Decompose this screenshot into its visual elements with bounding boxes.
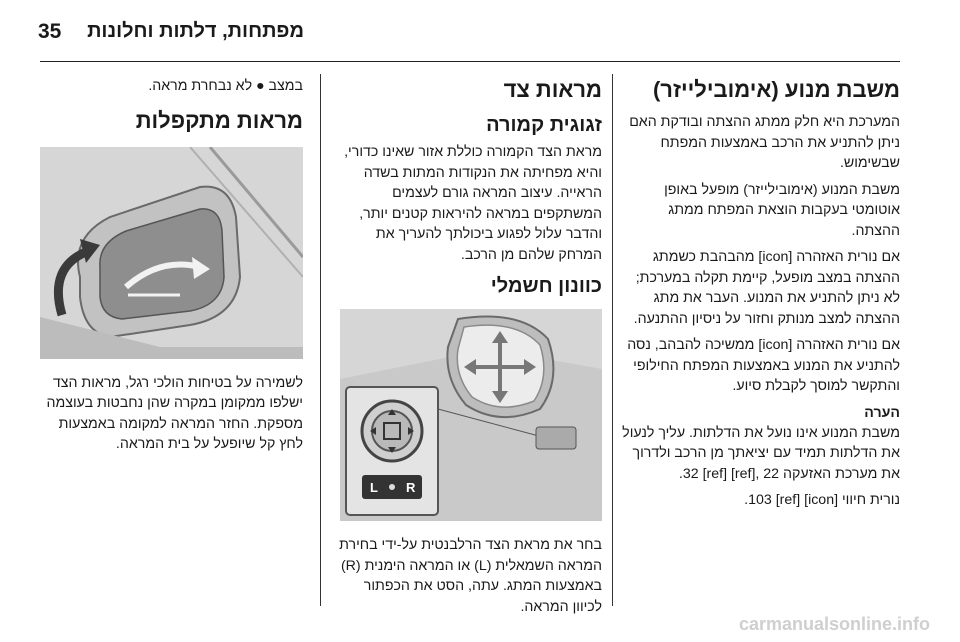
chapter-title: מפתחות, דלתות וחלונות (87, 20, 304, 42)
paragraph: אם נורית האזהרה [icon] ממשיכה להבהב, נסה להתניע את המנוע באמצעות המפתח החילופי והתקשר למוסך לקבלת סיוע. (627, 337, 900, 394)
paragraph: אם נורית האזהרה [icon] מהבהבת כשמתג ההצתה במצב מופעל, קיימת תקלה במערכת; לא ניתן להתניע את המנוע. העבר את מתג ההצתה למצב מנותק וחזור על ניסיון ההתנעה. (633, 249, 900, 327)
paragraph: בחר את מראת הצד הרלבנטית על-ידי בחירת המראה השמאלית (L) או המראה הימנית (R) באמצעות המתג. עתה, הסט את הכפתור לכיוון המראה. (339, 537, 602, 615)
header-rule (40, 61, 900, 62)
column-divider (612, 74, 613, 606)
section-title-folding: מראות מתקפלות (135, 107, 303, 133)
section-title-immobilizer: משבת מנוע (אימובילייזר) (652, 77, 900, 102)
switch-label-left: L (370, 480, 378, 495)
column-immobilizer (622, 76, 900, 517)
column-folding-mirrors (40, 76, 303, 461)
note-label: הערה (864, 404, 900, 421)
page-header (0, 0, 960, 66)
paragraph: במצב ● לא נבחרת מראה. (148, 78, 303, 94)
watermark: carmanualsonline.info (738, 614, 930, 634)
column-divider (320, 74, 321, 606)
column-side-mirrors (337, 76, 602, 623)
folding-mirror-illustration (40, 147, 303, 359)
paragraph: המערכת היא חלק ממתג ההצתה ובודקת האם ניתן להתניע את הרכב באמצעות המפתח שבשימוש. (629, 114, 900, 171)
subsection-title-electric: כוונון חשמלי (490, 275, 602, 297)
page-number: 35 (38, 20, 62, 43)
paragraph: משבת המנוע (אימובילייזר) מופעל באופן אוטומטי בעקבות הוצאת המפתח ממתג ההצתה. (664, 181, 900, 239)
paragraph: לשמירה על בטיחות הולכי רגל, מראות הצד ישלפו ממקומן במקרה שהן נחבטות בעוצמה מספקת. החזר המראה למקומה באמצעות לחץ קל שיופעל על בית המראה. (46, 374, 303, 452)
note-text: משבת המנוע אינו נועל את הדלתות. עליך לנעול את הדלתות תמיד עם יציאתך מן הרכב ולדרוך את מערכת האזעקה 22 ,[ref] 32 [ref]. (622, 424, 900, 482)
section-title-side-mirrors: מראות צד (503, 77, 602, 102)
mirror-adjust-illustration (340, 309, 602, 521)
switch-label-right: R (406, 480, 416, 495)
subsection-title-convex: זגוגית קמורה (486, 114, 602, 136)
reference-line: נורית חיווי [icon] 103 [ref]. (744, 492, 900, 508)
paragraph: מראת הצד הקמורה כוללת אזור שאינו כדורי, והיא מפחיתה את הנקודות המתות בשדה הראייה. עיצוב המראה גורם לעצמים המשתקפים במראה להיראות קטנים יותר, והדבר עלול לפגוע ביכולתך להעריך את המרחק שלהם מן הרכב. (344, 144, 602, 263)
